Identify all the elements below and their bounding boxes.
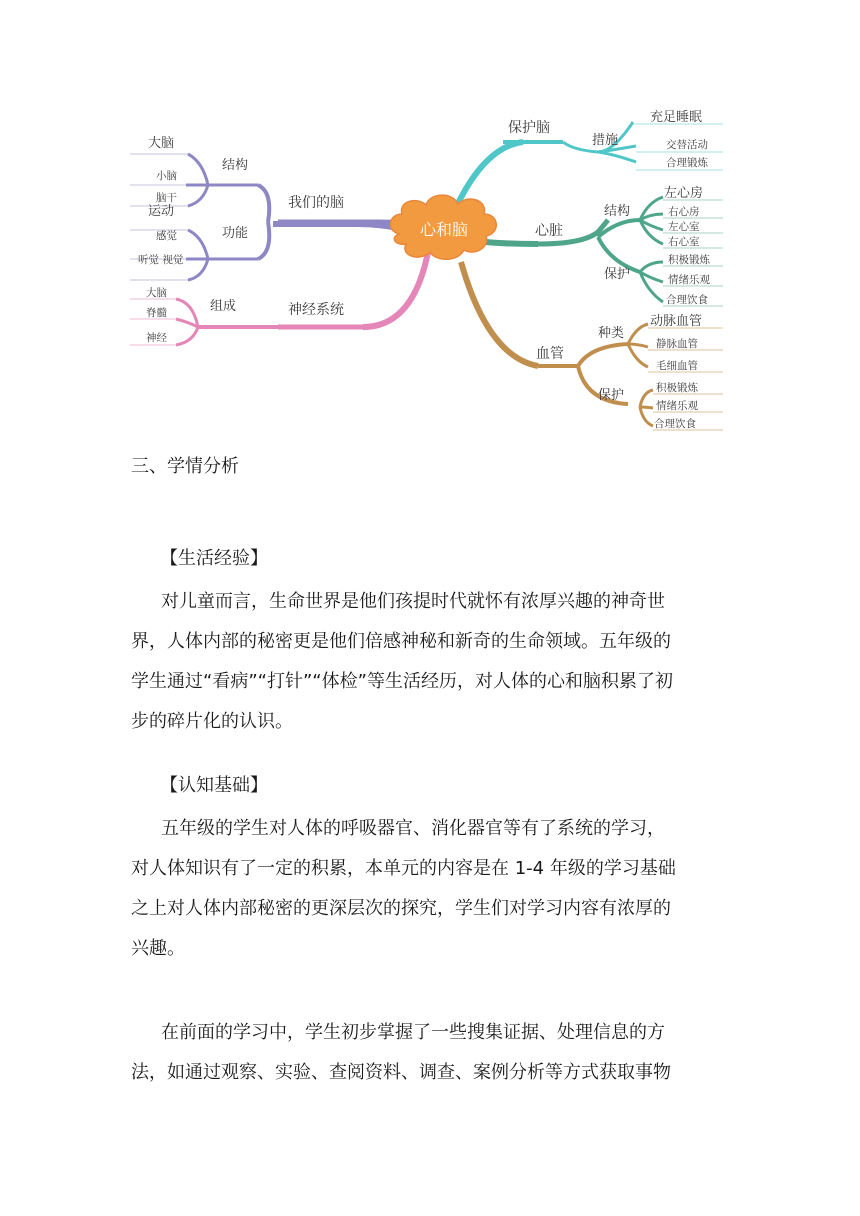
brain-structure-item: 小脑 bbox=[156, 170, 177, 182]
brain-structure-label: 结构 bbox=[222, 158, 249, 173]
life-experience-paragraph bbox=[131, 582, 731, 742]
vessel-protect-label: 保护 bbox=[598, 388, 625, 403]
nervous-composition-item: 脊髓 bbox=[146, 307, 167, 319]
heart-protect-item: 积极锻炼 bbox=[668, 254, 710, 266]
vessel-types-item: 毛细血管 bbox=[656, 360, 698, 372]
protect-brain-label: 保护脑 bbox=[508, 120, 550, 136]
text-line: 兴趣。 bbox=[131, 938, 185, 959]
heart-protect-label: 保护 bbox=[604, 267, 631, 282]
mind-map bbox=[128, 102, 730, 438]
nervous-composition-label: 组成 bbox=[210, 299, 237, 314]
heart-structure-item: 右心室 bbox=[668, 236, 700, 248]
heart-protect-item: 情绪乐观 bbox=[668, 274, 710, 286]
nervous-label: 神经系统 bbox=[288, 302, 344, 318]
protect-brain-item: 充足睡眠 bbox=[650, 110, 703, 125]
vessel-types-item: 静脉血管 bbox=[656, 338, 698, 350]
heart-structure-item: 左心房 bbox=[664, 186, 704, 201]
protect-brain-item: 合理锻炼 bbox=[666, 157, 708, 169]
brain-function-item: 感觉 bbox=[156, 230, 177, 242]
protect-brain-item: 交替活动 bbox=[666, 139, 708, 151]
text-line: 对人体知识有了一定的积累，本单元的内容是在 1-4 年级的学习基础 bbox=[131, 858, 676, 879]
protect-brain-measures-label: 措施 bbox=[592, 133, 619, 148]
heart-structure-item: 左心室 bbox=[668, 221, 700, 233]
text-line: 之上对人体内部秘密的更深层次的探究，学生们对学习内容有浓厚的 bbox=[131, 898, 671, 919]
text-line: 对儿童而言，生命世界是他们孩提时代就怀有浓厚兴趣的神奇世 bbox=[161, 591, 665, 612]
vessel-label: 血管 bbox=[536, 346, 564, 362]
heart-structure-label: 结构 bbox=[604, 204, 631, 219]
text-line: 步的碎片化的认识。 bbox=[131, 711, 293, 732]
text-line: 法，如通过观察、实验、查阅资料、调查、案例分析等方式获取事物 bbox=[131, 1062, 671, 1083]
text-line: 五年级的学生对人体的呼吸器官、消化器官等有了系统的学习， bbox=[161, 818, 665, 839]
brain-structure-item: 大脑 bbox=[148, 136, 175, 151]
cognitive-basis-paragraph-1 bbox=[131, 809, 731, 969]
text-line: 学生通过“看病”“打针”“体检”等生活经历，对人体的心和脑积累了初 bbox=[131, 671, 673, 692]
vessel-protect-item: 合理饮食 bbox=[654, 418, 696, 430]
vessel-protect-item: 积极锻炼 bbox=[656, 382, 698, 394]
heart-protect-item: 合理饮食 bbox=[666, 294, 708, 306]
text-line: 在前面的学习中，学生初步掌握了一些搜集证据、处理信息的方 bbox=[161, 1022, 665, 1043]
center-cloud bbox=[390, 195, 496, 259]
brain-function-item: 听觉 视觉 bbox=[138, 254, 184, 266]
vessel-types-item: 动脉血管 bbox=[650, 314, 703, 329]
cognitive-basis-heading: 【认知基础】 bbox=[160, 775, 268, 796]
text-line: 界，人体内部的秘密更是他们倍感神秘和新奇的生命领域。五年级的 bbox=[131, 631, 671, 652]
vessel-types-label: 种类 bbox=[598, 326, 625, 341]
heart-structure-item: 右心房 bbox=[668, 206, 700, 218]
brain-function-label: 功能 bbox=[222, 226, 249, 241]
brain-function-item: 运动 bbox=[148, 204, 175, 219]
cognitive-basis-paragraph-2 bbox=[131, 1013, 731, 1093]
vessel-protect-item: 情绪乐观 bbox=[656, 400, 698, 412]
nervous-composition-item: 大脑 bbox=[146, 287, 167, 299]
brain-label: 我们的脑 bbox=[288, 195, 344, 211]
brain-structure-item: 脑干 bbox=[156, 192, 177, 204]
heart-label: 心脏 bbox=[535, 223, 563, 239]
life-experience-heading: 【生活经验】 bbox=[160, 548, 268, 569]
nervous-composition-item: 神经 bbox=[146, 332, 167, 344]
section-title: 三、学情分析 bbox=[131, 456, 239, 477]
mindmap-center: 心和脑 bbox=[419, 220, 469, 239]
